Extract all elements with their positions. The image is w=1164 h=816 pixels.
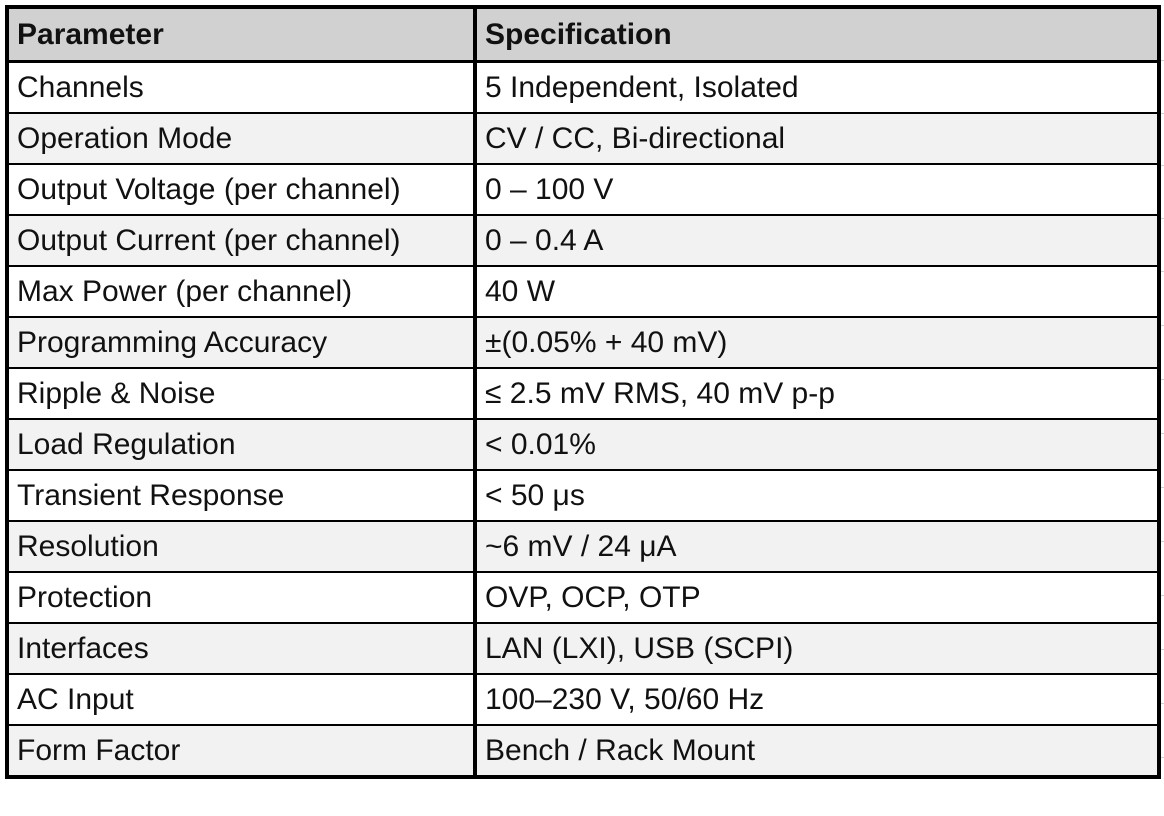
specification-cell: 100–230 V, 50/60 Hz: [475, 674, 1159, 725]
specification-cell: 5 Independent, Isolated: [475, 62, 1159, 114]
specification-cell: ±(0.05% + 40 mV): [475, 317, 1159, 368]
parameter-cell: Programming Accuracy: [7, 317, 475, 368]
parameter-cell: Output Current (per channel): [7, 215, 475, 266]
specification-cell: CV / CC, Bi-directional: [475, 113, 1159, 164]
table-row: [7, 62, 1159, 114]
table-row: [7, 419, 1159, 470]
parameter-cell: Resolution: [7, 521, 475, 572]
parameter-cell: Ripple & Noise: [7, 368, 475, 419]
table-row: [7, 164, 1159, 215]
parameter-cell: Channels: [7, 62, 475, 114]
specification-cell: OVP, OCP, OTP: [475, 572, 1159, 623]
specification-cell: 40 W: [475, 266, 1159, 317]
parameter-cell: Form Factor: [7, 725, 475, 777]
specification-cell: ≤ 2.5 mV RMS, 40 mV p-p: [475, 368, 1159, 419]
table-row: [7, 266, 1159, 317]
table-row: [7, 317, 1159, 368]
specification-table: [5, 5, 1161, 779]
parameter-cell: Load Regulation: [7, 419, 475, 470]
parameter-cell: Max Power (per channel): [7, 266, 475, 317]
parameter-cell: Protection: [7, 572, 475, 623]
table-row: [7, 725, 1159, 777]
parameter-cell: Output Voltage (per channel): [7, 164, 475, 215]
table-row: [7, 572, 1159, 623]
specification-cell: 0 – 0.4 A: [475, 215, 1159, 266]
specification-cell: 0 – 100 V: [475, 164, 1159, 215]
parameter-cell: Transient Response: [7, 470, 475, 521]
specification-cell: Bench / Rack Mount: [475, 725, 1159, 777]
table-body: [7, 62, 1159, 778]
parameter-cell: Operation Mode: [7, 113, 475, 164]
table-row: [7, 623, 1159, 674]
parameter-cell: AC Input: [7, 674, 475, 725]
specification-cell: < 0.01%: [475, 419, 1159, 470]
table-row: [7, 215, 1159, 266]
table-row: [7, 368, 1159, 419]
table-row: [7, 674, 1159, 725]
specification-cell: LAN (LXI), USB (SCPI): [475, 623, 1159, 674]
table-row: [7, 521, 1159, 572]
parameter-cell: Interfaces: [7, 623, 475, 674]
specification-cell: ~6 mV / 24 μA: [475, 521, 1159, 572]
specification-column-header: Specification: [475, 7, 1159, 62]
table-row: [7, 113, 1159, 164]
parameter-column-header: Parameter: [7, 7, 475, 62]
specification-cell: < 50 μs: [475, 470, 1159, 521]
table-row: [7, 470, 1159, 521]
header-row: [7, 7, 1159, 62]
